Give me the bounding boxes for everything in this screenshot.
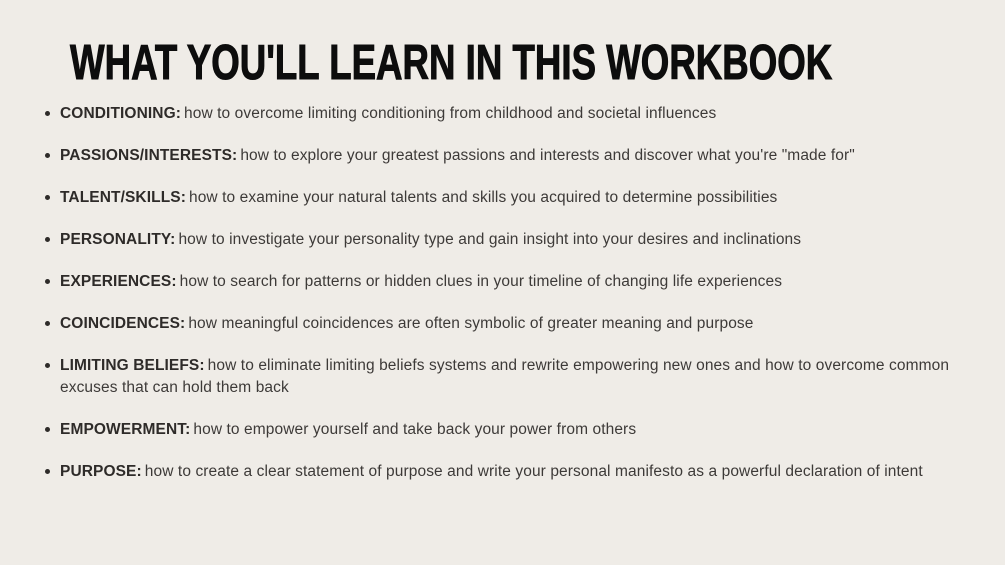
item-label: PURPOSE: — [60, 462, 142, 480]
item-text: how to empower yourself and take back your power from others — [193, 420, 637, 438]
page-title: WHAT YOU'LL LEARN IN THIS WORKBOOK — [70, 34, 833, 90]
list-item — [60, 187, 965, 209]
item-text: how to overcome limiting conditioning from childhood and societal influences — [184, 105, 717, 122]
item-text: how to search for patterns or hidden clues in your timeline of changing life experiences — [179, 273, 783, 290]
list-item — [60, 271, 965, 293]
bullet-icon — [45, 321, 50, 326]
bullet-icon — [45, 363, 50, 368]
list-item — [60, 461, 965, 483]
list-item — [60, 313, 965, 335]
list-item — [60, 229, 965, 251]
item-label: COINCIDENCES: — [60, 315, 186, 332]
bullet-icon — [45, 237, 50, 242]
item-label: TALENT/SKILLS: — [60, 189, 186, 206]
bullet-icon — [45, 279, 50, 284]
item-label: EXPERIENCES: — [60, 273, 177, 290]
bullet-icon — [45, 469, 50, 474]
learn-list — [0, 103, 1005, 503]
item-label: PASSIONS/INTERESTS: — [60, 147, 238, 164]
item-text: how to create a clear statement of purpose and write your personal manifesto as a powerful declaration of intent — [144, 462, 923, 480]
item-text: how to explore your greatest passions and interests and discover what you're "made for" — [240, 147, 855, 164]
item-text: how meaningful coincidences are often symbolic of greater meaning and purpose — [188, 315, 754, 332]
list-item — [60, 103, 965, 125]
list-item — [60, 145, 965, 167]
item-text: how to examine your natural talents and skills you acquired to determine possibilities — [188, 189, 778, 206]
item-label: PERSONALITY: — [60, 231, 176, 248]
bullet-icon — [45, 195, 50, 200]
item-text: how to eliminate limiting beliefs systems and rewrite empowering new ones and how to overcome common excuses that can hold them back — [60, 357, 950, 396]
bullet-icon — [45, 153, 50, 158]
item-label: CONDITIONING: — [60, 105, 181, 122]
list-item — [60, 355, 965, 398]
item-label: EMPOWERMENT: — [60, 420, 191, 438]
list-item — [60, 419, 965, 441]
bullet-icon — [45, 111, 50, 116]
item-label: LIMITING BELIEFS: — [60, 357, 205, 374]
bullet-icon — [45, 427, 50, 432]
item-text: how to investigate your personality type and gain insight into your desires and inclinations — [178, 231, 802, 248]
